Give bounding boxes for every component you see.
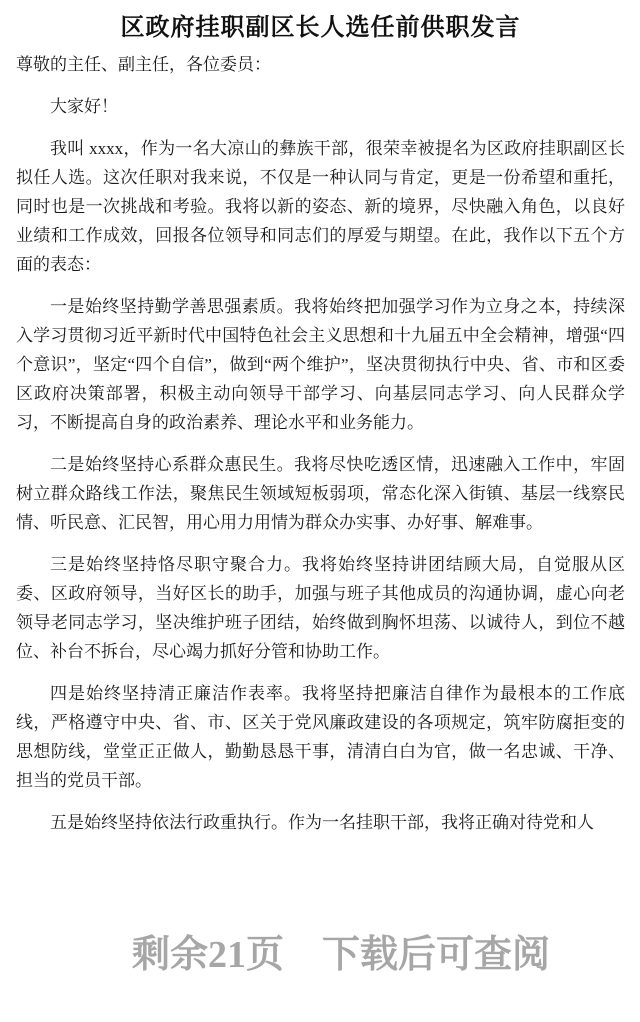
greeting-line: 大家好！: [50, 97, 118, 116]
paragraph-point-1: 一是始终坚持勤学善思强素质。我将始终把加强学习作为立身之本，持续深入学习贯彻习近平新时代中国特色社会主义思想和十九届五中全会精神，增强“四个意识”，坚定“四个自信”，做到“两个维护”，坚决贯彻执行中央、省、市和区委区政府决策部署，积极主动向领导干部学习、向基层同志学习、向人民群众学习，不断提高自身的政治素养、理论水平和业务能力。: [16, 297, 625, 432]
paragraph-point-4: 四是始终坚持清正廉洁作表率。我将坚持把廉洁自律作为最根本的工作底线，严格遵守中央、省、市、区关于党风廉政建设的各项规定，筑牢防腐拒变的思想防线，堂堂正正做人，勤勤恳恳干事，清清白白为官，做一名忠诚、干净、担当的党员干部。: [16, 684, 625, 790]
preview-footer: [0, 933, 640, 977]
remaining-pages-text: 剩余21页: [131, 934, 284, 976]
paragraph-point-5-truncated: 五是始终坚持依法行政重执行。作为一名挂职干部，我将正确对待党和人: [50, 813, 594, 832]
download-hint-text: 下载后可查阅: [322, 934, 551, 976]
paragraph-point-2: 二是始终坚持心系群众惠民生。我将尽快吃透区情，迅速融入工作中，牢固树立群众路线工作法，聚焦民生领域短板弱项，常态化深入街镇、基层一线察民情、听民意、汇民智，用心用力用情为群众办实事、办好事、解难事。: [16, 455, 625, 532]
paragraph-intro: 我叫 xxxx，作为一名大凉山的彝族干部，很荣幸被提名为区政府挂职副区长拟任人选。这次任职对我来说，不仅是一种认同与肯定，更是一份希望和重托，同时也是一次挑战和考验。我将以新的姿态、新的境界，尽快融入角色，以良好业绩和工作成效，回报各位领导和同志们的厚爱与期望。在此，我作以下五个方面的表态：: [16, 139, 625, 274]
salutation-line: 尊敬的主任、副主任，各位委员：: [16, 55, 271, 74]
paragraph-point-3: 三是始终坚持恪尽职守聚合力。我将始终坚持讲团结顾大局，自觉服从区委、区政府领导，当好区长的助手，加强与班子其他成员的沟通协调，虚心向老领导老同志学习，坚决维护班子团结，始终做到胸怀坦荡、以诚待人，到位不越位、补台不拆台，尽心竭力抓好分管和协助工作。: [16, 555, 625, 661]
document-title: 区政府挂职副区长人选任前供职发言: [120, 15, 521, 41]
